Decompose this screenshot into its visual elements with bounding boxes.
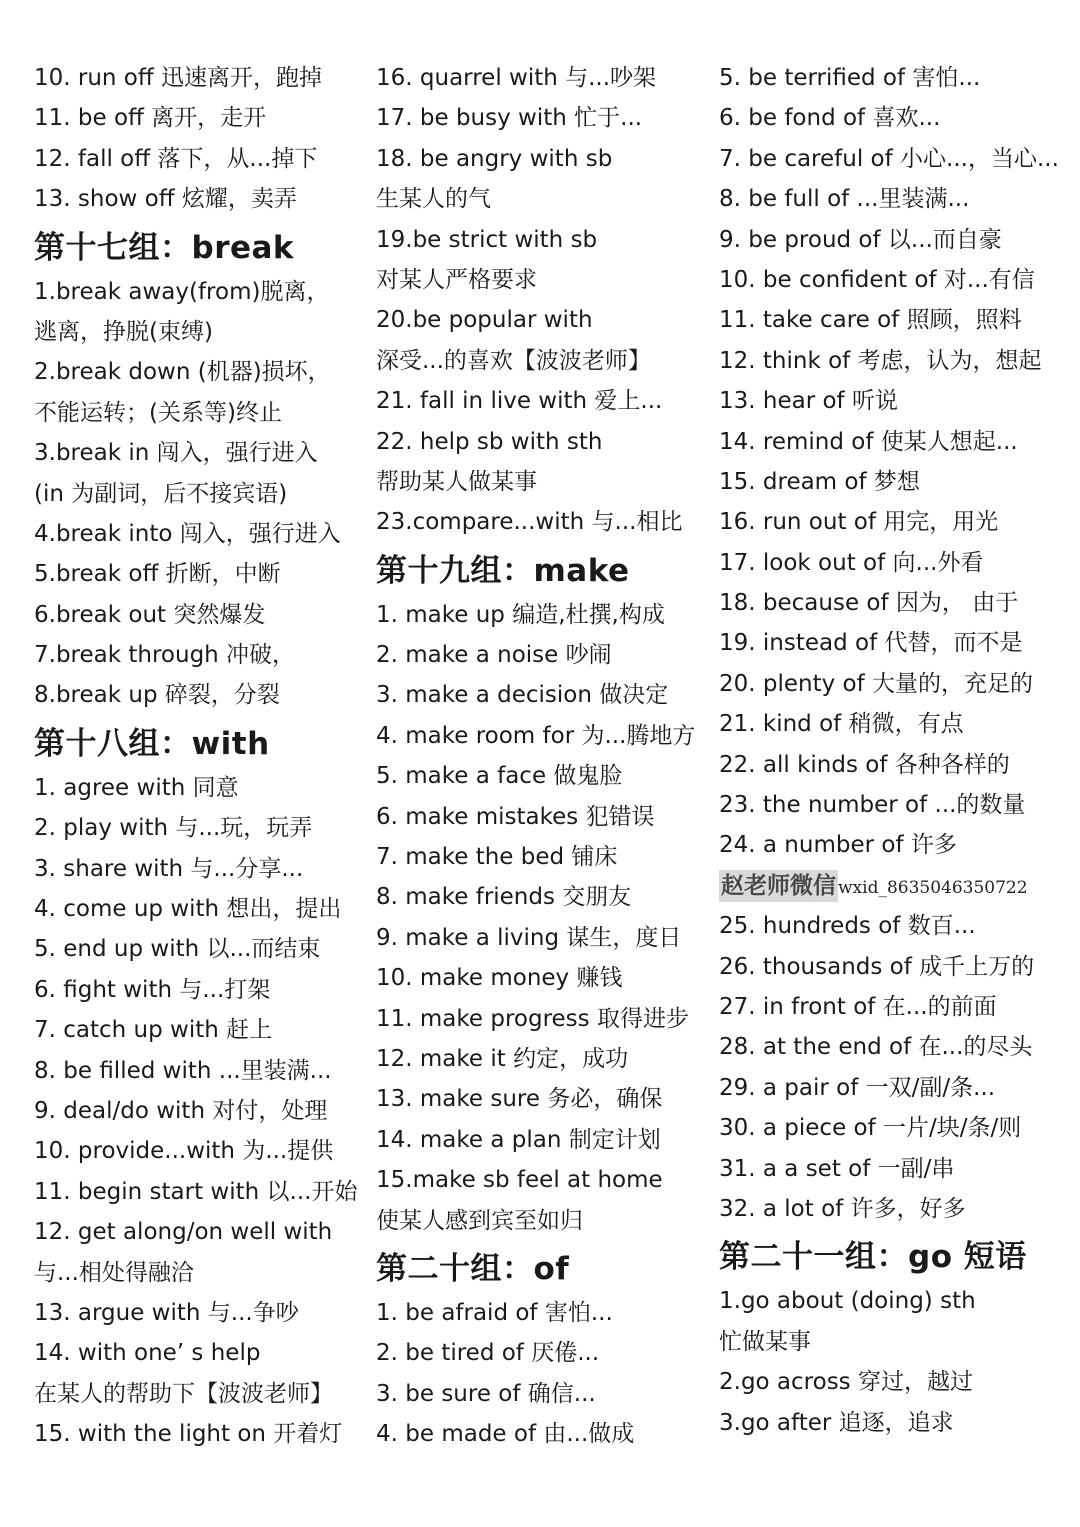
- phrase-line: 28. at the end of 在...的尽头: [719, 1034, 1033, 1061]
- phrase-line: 12. get along/on well with: [34, 1219, 333, 1246]
- phrase-line: 10. provide...with 为...提供: [34, 1138, 334, 1165]
- phrase-line: 24. a number of 许多: [719, 832, 957, 859]
- phrase-line: 15. with the light on 开着灯: [34, 1421, 343, 1448]
- phrase-line: 23. the number of ...的数量: [719, 792, 1026, 819]
- phrase-line: 5. make a face 做鬼脸: [376, 763, 623, 790]
- phrase-line: 11. begin start with 以...开始: [34, 1178, 358, 1205]
- phrase-line: 7. catch up with 赶上: [34, 1017, 273, 1044]
- phrase-line: 15.make sb feel at home: [376, 1167, 663, 1194]
- phrase-line: 9. be proud of 以...而自豪: [719, 226, 1002, 253]
- phrase-line: 26. thousands of 成千上万的: [719, 953, 1035, 980]
- phrase-line: 11. be off 离开，走开: [34, 105, 267, 132]
- column-right: [719, 58, 1064, 1443]
- phrase-line: 1.break away(from)脱离，: [34, 278, 330, 305]
- phrase-line: 生某人的气: [376, 186, 491, 213]
- phrase-line: 12. think of 考虑，认为，想起: [719, 347, 1042, 374]
- phrase-line: 与...相处得融洽: [34, 1259, 194, 1286]
- phrase-line: (in 为副词，后不接宾语): [34, 480, 288, 507]
- phrase-line: 17. look out of 向...外看: [719, 549, 984, 576]
- phrase-line: 2. make a noise 吵闹: [376, 642, 612, 669]
- phrase-line: 10. be confident of 对...有信: [719, 266, 1035, 293]
- phrase-line: 14. make a plan 制定计划: [376, 1126, 661, 1153]
- phrase-line: 15. dream of 梦想: [719, 468, 920, 495]
- phrase-line: 7.break through 冲破，: [34, 642, 296, 669]
- phrase-line: 1. agree with 同意: [34, 774, 239, 801]
- phrase-line: 12. make it 约定，成功: [376, 1045, 629, 1072]
- phrase-line: 32. a lot of 许多，好多: [719, 1195, 966, 1222]
- phrase-line: 8. be full of ...里装满...: [719, 186, 970, 213]
- phrase-line: 2.break down (机器)损坏，: [34, 359, 331, 386]
- phrase-line: 8.break up 碎裂，分裂: [34, 682, 280, 709]
- phrase-line: 4.break into 闯入，强行进入: [34, 520, 341, 547]
- phrase-line: 3.go after 追逐，追求: [719, 1409, 954, 1436]
- wechat-contact: [719, 866, 1064, 906]
- phrase-line: 8. be filled with ...里装满...: [34, 1057, 332, 1084]
- group-heading: 第二十一组：go 短语: [719, 1239, 1027, 1276]
- phrase-line: 30. a piece of 一片/块/条/则: [719, 1115, 1022, 1142]
- phrase-line: 11. make progress 取得进步: [376, 1005, 689, 1032]
- phrase-line: 14. with one’ s help: [34, 1340, 261, 1367]
- phrase-line: 13. hear of 听说: [719, 388, 898, 415]
- phrase-line: 2.go across 穿过，越过: [719, 1369, 973, 1396]
- phrase-line: 5.break off 折断，中断: [34, 561, 281, 588]
- phrase-line: 13. show off 炫耀，卖弄: [34, 186, 297, 213]
- phrase-line: 29. a pair of 一双/副/条...: [719, 1074, 996, 1101]
- column-middle: [376, 58, 706, 1455]
- phrase-line: 18. because of 因为， 由于: [719, 590, 1019, 617]
- phrase-line: 2. play with 与...玩，玩弄: [34, 815, 313, 842]
- group-heading: 第十八组：with: [34, 725, 270, 762]
- phrase-line: 9. make a living 谋生，度日: [376, 924, 682, 951]
- phrase-line: 20. plenty of 大量的，充足的: [719, 670, 1034, 697]
- phrase-line: 12. fall off 落下，从...掉下: [34, 145, 318, 172]
- phrase-line: 使某人感到宾至如归: [376, 1207, 583, 1234]
- group-heading: 第十七组：break: [34, 229, 295, 266]
- phrase-line: 6. be fond of 喜欢...: [719, 105, 941, 132]
- phrase-line: 3. be sure of 确信...: [376, 1380, 596, 1407]
- phrase-line: 5. end up with 以...而结束: [34, 936, 321, 963]
- phrase-line: 6. fight with 与...打架: [34, 976, 271, 1003]
- phrase-line: 3. share with 与...分享...: [34, 855, 304, 882]
- phrase-line: 7. be careful of 小心...，当心...: [719, 145, 1059, 172]
- phrase-line: 23.compare...with 与...相比: [376, 509, 683, 536]
- phrase-line: 深受...的喜欢【波波老师】: [376, 347, 651, 374]
- phrase-line: 17. be busy with 忙于...: [376, 105, 643, 132]
- phrase-line: 13. make sure 务必，确保: [376, 1086, 663, 1113]
- phrase-line: 7. make the bed 铺床: [376, 844, 618, 871]
- phrase-line: 1. make up 编造,杜撰,构成: [376, 601, 665, 628]
- phrase-line: 8. make friends 交朋友: [376, 884, 632, 911]
- phrase-line: 9. deal/do with 对付，处理: [34, 1097, 328, 1124]
- wechat-owner-label: 赵老师微信: [719, 870, 838, 902]
- phrase-line: 16. quarrel with 与...吵架: [376, 65, 657, 91]
- phrase-line: 3. make a decision 做决定: [376, 682, 669, 709]
- phrase-line: 逃离，挣脱(束缚): [34, 318, 213, 345]
- phrase-line: 19.be strict with sb: [376, 226, 598, 253]
- phrase-line: 10. run off 迅速离开，跑掉: [34, 65, 323, 91]
- column-left: [34, 58, 359, 1455]
- phrase-line: 6.break out 突然爆发: [34, 601, 266, 628]
- phrase-line: 1. be afraid of 害怕...: [376, 1299, 613, 1326]
- phrase-line: 对某人严格要求: [376, 266, 537, 293]
- phrase-line: 4. make room for 为...腾地方: [376, 722, 696, 749]
- phrase-line: 21. kind of 稍微，有点: [719, 711, 964, 738]
- phrase-line: 20.be popular with: [376, 307, 593, 334]
- phrase-line: 22. help sb with sth: [376, 428, 603, 455]
- phrase-line: 19. instead of 代替，而不是: [719, 630, 1023, 657]
- phrase-line: 16. run out of 用完，用光: [719, 509, 999, 536]
- phrase-line: 25. hundreds of 数百...: [719, 913, 976, 940]
- phrase-line: 14. remind of 使某人想起...: [719, 428, 1018, 455]
- phrase-line: 6. make mistakes 犯错误: [376, 803, 655, 830]
- phrase-line: 2. be tired of 厌倦...: [376, 1340, 600, 1367]
- phrase-line: 在某人的帮助下【波波老师】: [34, 1380, 333, 1407]
- phrase-line: 13. argue with 与...争吵: [34, 1299, 299, 1326]
- phrase-line: 3.break in 闯入，强行进入: [34, 440, 318, 467]
- phrase-line: 31. a a set of 一副/串: [719, 1155, 955, 1182]
- phrase-line: 4. come up with 想出，提出: [34, 896, 342, 923]
- phrase-line: 不能运转；(关系等)终止: [34, 399, 282, 426]
- wechat-id: wxid_8635046350722: [838, 877, 1028, 898]
- phrase-line: 5. be terrified of 害怕...: [719, 65, 981, 91]
- phrase-line: 4. be made of 由...做成: [376, 1421, 635, 1448]
- phrase-line: 22. all kinds of 各种各样的: [719, 751, 1010, 778]
- group-heading: 第十九组：make: [376, 552, 630, 589]
- phrase-line: 1.go about (doing) sth: [719, 1288, 976, 1315]
- group-heading: 第二十组：of: [376, 1250, 570, 1287]
- phrase-line: 10. make money 赚钱: [376, 965, 623, 992]
- phrase-line: 18. be angry with sb: [376, 145, 613, 172]
- phrase-line: 21. fall in live with 爱上...: [376, 388, 663, 415]
- phrase-line: 忙做某事: [719, 1328, 811, 1355]
- phrase-line: 27. in front of 在...的前面: [719, 993, 997, 1020]
- phrase-line: 帮助某人做某事: [376, 468, 537, 495]
- phrase-line: 11. take care of 照顾，照料: [719, 307, 1022, 334]
